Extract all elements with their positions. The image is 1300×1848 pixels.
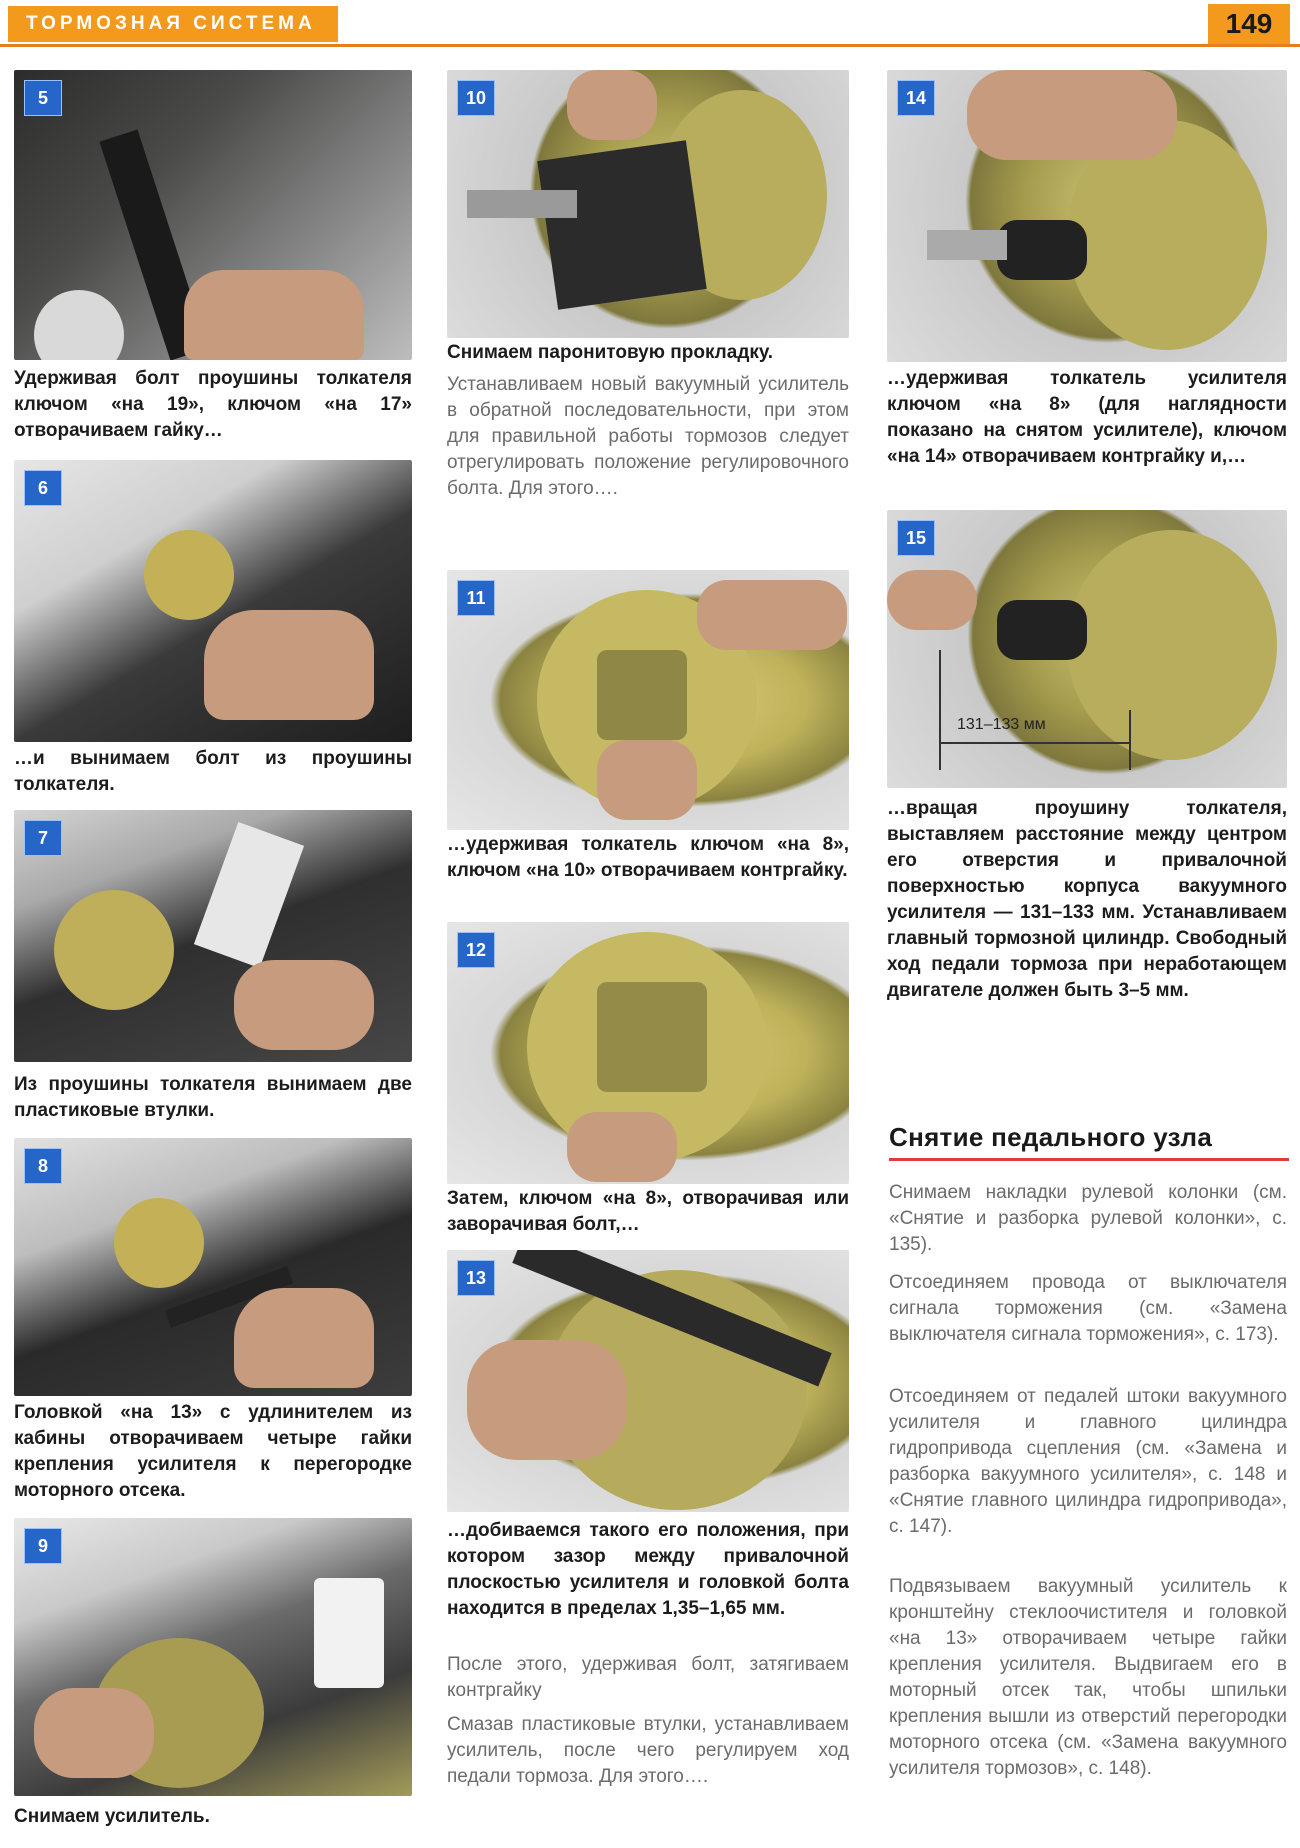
step-14-caption: …удерживая толкатель усилителя ключом «на 8» (для наглядности показано на снятом усилителе), ключом «на 14» отворачиваем контргайку и,… (887, 368, 1287, 467)
step-15-badge: 15 (897, 520, 935, 556)
middle-text-after-10: Устанавливаем новый вакуумный усилитель в обратной последовательности, при этом для правильной работы тормозов следует отрегулировать положение регулировочного болта. Для этого…. (447, 374, 849, 499)
page-header (0, 0, 1300, 48)
middle-text-after-13-b: Смазав пластиковые втулки, устанавливаем усилитель, после чего регулируем ход педали тормоза. Для этого…. (447, 1714, 849, 1787)
step-7-photo (14, 810, 412, 1062)
step-8-photo (14, 1138, 412, 1396)
step-9-photo (14, 1518, 412, 1796)
step-12-photo (447, 922, 849, 1184)
step-6-badge: 6 (24, 470, 62, 506)
step-10-photo (447, 70, 849, 338)
step-14-badge: 14 (897, 80, 935, 116)
step-15-photo (887, 510, 1287, 788)
dimension-label: 131–133 мм (957, 716, 1046, 733)
step-6-photo (14, 460, 412, 742)
step-10-caption: Снимаем паронитовую прокладку. (447, 342, 774, 363)
dimension-line (939, 742, 1129, 744)
step-13-photo (447, 1250, 849, 1512)
right-paragraph-2: Отсоединяем провода от выключателя сигнала торможения (см. «Замена выключателя сигнала торможения», с. 173). (889, 1272, 1287, 1345)
header-divider (0, 44, 1300, 47)
step-12-badge: 12 (457, 932, 495, 968)
dimension-tick-left (939, 650, 941, 770)
right-paragraph-1: Снимаем накладки рулевой колонки (см. «Снятие и разборка рулевой колонки», с. 135). (889, 1182, 1287, 1255)
step-11-badge: 11 (457, 580, 495, 616)
step-11-photo (447, 570, 849, 830)
dimension-tick-right (1129, 710, 1131, 770)
right-paragraph-4: Подвязываем вакуумный усилитель к кронштейну стеклоочистителя и головкой «на 13» отворачиваем четыре гайки крепления усилителя. Выдвигаем его в моторный отсек так, чтобы шпильки крепления вышли из отверстий перегородки моторного отсека (см. «Замена вакуумного усилителя тормозов», с. 148). (889, 1576, 1287, 1779)
step-8-badge: 8 (24, 1148, 62, 1184)
step-8-caption: Головкой «на 13» с удлинителем из кабины отворачиваем четыре гайки крепления усилителя к перегородке моторного отсека. (14, 1402, 412, 1501)
page-number: 149 (1208, 4, 1290, 44)
step-5-badge: 5 (24, 80, 62, 116)
section-heading: Снятие педального узла (889, 1122, 1213, 1152)
step-7-caption: Из проушины толкателя вынимаем две пластиковые втулки. (14, 1074, 412, 1121)
step-9-caption: Снимаем усилитель. (14, 1806, 210, 1827)
step-15-caption: …вращая проушину толкателя, выставляем расстояние между центром его отверстия и привалочной поверхностью корпуса вакуумного усилителя — 131–133 мм. Устанавливаем главный тормозной цилиндр. Свободный ход педали тормоза при неработающем двигателе должен быть 3–5 мм. (887, 798, 1287, 1001)
step-9-badge: 9 (24, 1528, 62, 1564)
step-5-caption: Удерживая болт проушины толкателя ключом «на 19», ключом «на 17» отворачиваем гайку… (14, 368, 412, 441)
step-7-badge: 7 (24, 820, 62, 856)
step-5-photo (14, 70, 412, 360)
section-heading-rule (889, 1158, 1289, 1161)
step-11-caption: …удерживая толкатель ключом «на 8», ключом «на 10» отворачиваем контргайку. (447, 834, 849, 881)
step-14-photo (887, 70, 1287, 362)
middle-text-after-13-a: После этого, удерживая болт, затягиваем контргайку (447, 1654, 849, 1701)
step-6-caption: …и вынимаем болт из проушины толкателя. (14, 748, 412, 795)
right-paragraph-3: Отсоединяем от педалей штоки вакуумного усилителя и главного цилиндра гидропривода сцепления (см. «Замена и разборка вакуумного усилителя», с. 148 и «Снятие главного цилиндра гидропривода», с. 147). (889, 1386, 1287, 1537)
step-12-caption: Затем, ключом «на 8», отворачивая или заворачивая болт,… (447, 1188, 849, 1235)
section-title: ТОРМОЗНАЯ СИСТЕМА (8, 6, 338, 42)
step-13-caption: …добиваемся такого его положения, при котором зазор между привалочной плоскостью усилителя и головкой болта находится в пределах 1,35–1,65 мм. (447, 1520, 849, 1619)
step-13-badge: 13 (457, 1260, 495, 1296)
step-10-badge: 10 (457, 80, 495, 116)
